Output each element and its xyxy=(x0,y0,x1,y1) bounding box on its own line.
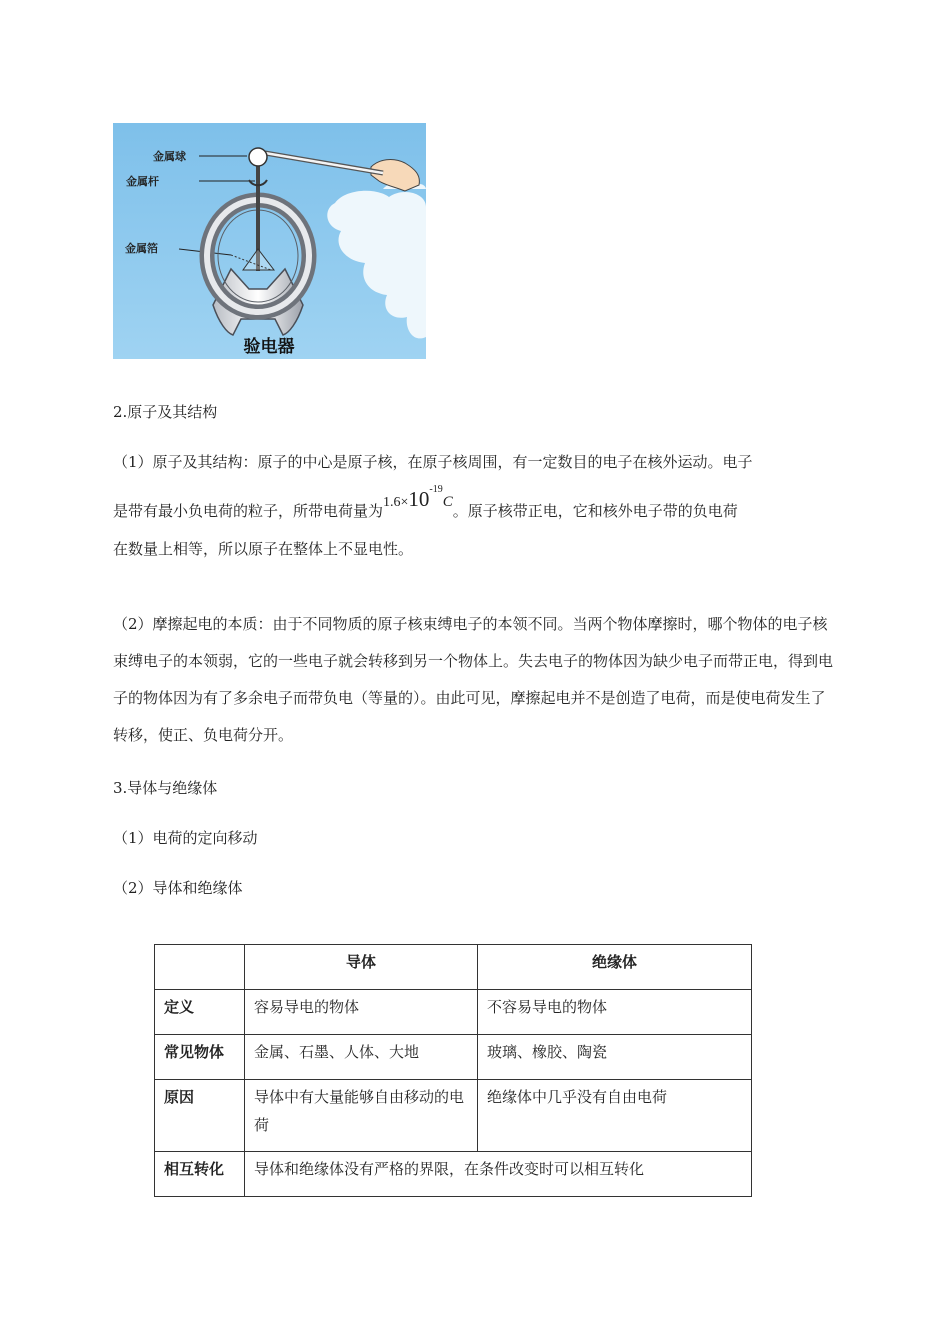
table-row xyxy=(155,1035,752,1080)
section-2-heading: 2.原子及其结构 xyxy=(113,403,218,421)
row-label: 定义 xyxy=(155,990,245,1035)
paragraph-atom-structure xyxy=(113,444,835,568)
charge-formula xyxy=(383,484,453,511)
formula-exponent: -19 xyxy=(429,484,443,495)
row-label: 相互转化 xyxy=(155,1152,245,1197)
table-row xyxy=(155,990,752,1035)
formula-base: 10 xyxy=(408,487,430,511)
p1-line2-before: 是带有最小负电荷的粒子，所带电荷量为 xyxy=(113,502,384,520)
p1-line3: 在数量上相等，所以原子在整体上不显电性。 xyxy=(113,540,414,558)
p1-line1: （1）原子及其结构：原子的中心是原子核，在原子核周围，有一定数目的电子在核外运动。电子 xyxy=(113,453,753,471)
item-charge-movement: （1）电荷的定向移动 xyxy=(113,829,258,847)
row-label: 常见物体 xyxy=(155,1035,245,1080)
table-header-cell: 绝缘体 xyxy=(478,945,752,990)
table-row xyxy=(155,1152,752,1197)
paragraph-friction-charging: （2）摩擦起电的本质：由于不同物质的原子核束缚电子的本领不同。当两个物体摩擦时，哪个物体的电子核束缚电子的本领弱，它的一些电子就会转移到另一个物体上。失去电子的物体因为缺少电子而带正电，得到电子的物体因为有了多余电子而带负电（等量的）。由此可见，摩擦起电并不是创造了电荷，而是使电荷发生了转移，使正、负电荷分开。 xyxy=(113,615,834,744)
metal-ball xyxy=(249,148,267,166)
table-cell: 导体中有大量能够自由移动的电荷 xyxy=(245,1080,478,1152)
conductor-insulator-table xyxy=(154,944,752,1197)
formula-times: × xyxy=(400,495,409,510)
table-cell: 玻璃、橡胶、陶瓷 xyxy=(478,1035,752,1080)
label-metal-ball: 金属球 xyxy=(153,150,186,163)
label-metal-foil: 金属箔 xyxy=(125,242,158,255)
label-metal-rod: 金属杆 xyxy=(126,175,159,188)
formula-unit: C xyxy=(442,494,453,510)
table-cell: 绝缘体中几乎没有自由电荷 xyxy=(478,1080,752,1152)
row-label: 原因 xyxy=(155,1080,245,1152)
p1-line2-after: 。原子核带正电，它和核外电子带的负电荷 xyxy=(452,502,738,520)
formula-mantissa: 1.6 xyxy=(383,495,401,510)
table-header-cell xyxy=(155,945,245,990)
section-3-heading: 3.导体与绝缘体 xyxy=(113,779,218,797)
table-cell: 容易导电的物体 xyxy=(245,990,478,1035)
table-header-cell: 导体 xyxy=(245,945,478,990)
item-conductors-insulators: （2）导体和绝缘体 xyxy=(113,879,243,897)
table-header-row xyxy=(155,945,752,990)
table-cell: 金属、石墨、人体、大地 xyxy=(245,1035,478,1080)
electroscope-illustration xyxy=(113,123,426,359)
table-cell-merged: 导体和绝缘体没有严格的界限，在条件改变时可以相互转化 xyxy=(245,1152,752,1197)
table-row xyxy=(155,1080,752,1152)
figure-caption: 验电器 xyxy=(243,337,295,357)
table-cell: 不容易导电的物体 xyxy=(478,990,752,1035)
